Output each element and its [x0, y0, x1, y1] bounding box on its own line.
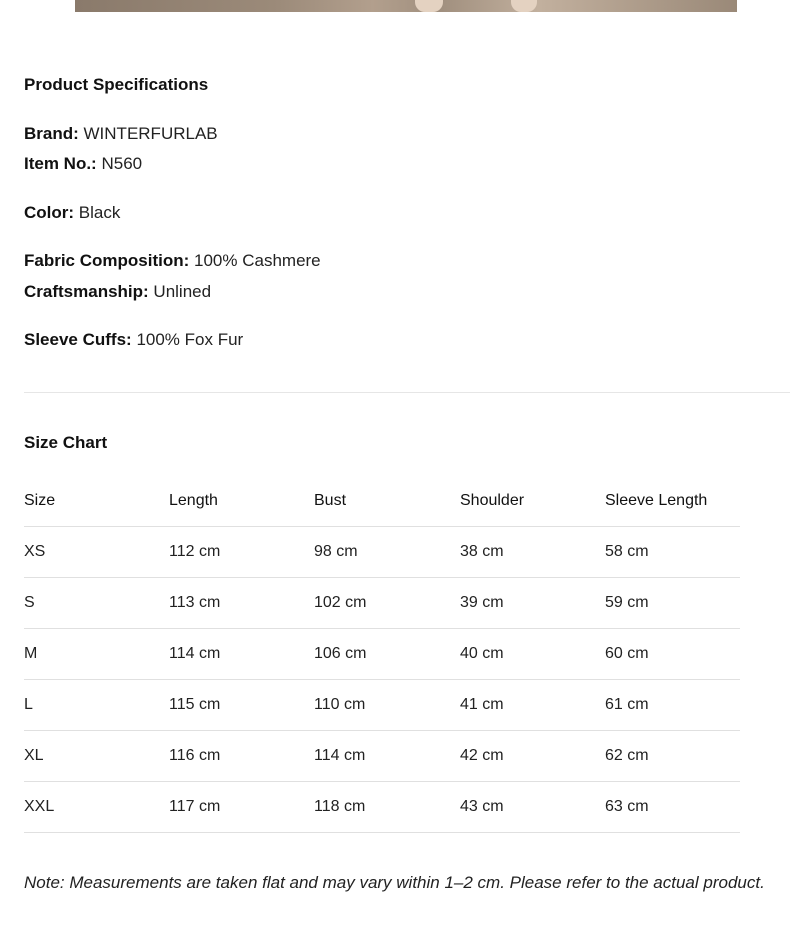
- spec-value: Black: [78, 203, 121, 222]
- spec-item-number: [24, 153, 142, 175]
- table-cell: XXL: [24, 782, 169, 833]
- table-cell: 61 cm: [605, 680, 740, 731]
- table-row: [24, 578, 740, 629]
- table-cell: 118 cm: [314, 782, 460, 833]
- table-cell: 43 cm: [460, 782, 605, 833]
- spec-sleeve-cuffs: [24, 329, 243, 351]
- column-header-size: Size: [24, 476, 169, 527]
- spec-value: Unlined: [153, 282, 212, 301]
- table-cell: 116 cm: [169, 731, 314, 782]
- spec-value: 100% Fox Fur: [136, 330, 244, 349]
- spec-fabric: [24, 250, 321, 272]
- spec-label: Fabric Composition:: [24, 251, 190, 270]
- table-cell: 114 cm: [314, 731, 460, 782]
- size-chart-heading: Size Chart: [24, 433, 108, 452]
- table-cell: 59 cm: [605, 578, 740, 629]
- table-cell: 114 cm: [169, 629, 314, 680]
- table-cell: S: [24, 578, 169, 629]
- table-cell: 38 cm: [460, 527, 605, 578]
- table-cell: 110 cm: [314, 680, 460, 731]
- table-cell: 98 cm: [314, 527, 460, 578]
- table-cell: 62 cm: [605, 731, 740, 782]
- table-row: [24, 680, 740, 731]
- table-cell: L: [24, 680, 169, 731]
- column-header-length: Length: [169, 476, 314, 527]
- table-cell: 58 cm: [605, 527, 740, 578]
- table-cell: 115 cm: [169, 680, 314, 731]
- table-cell: 40 cm: [460, 629, 605, 680]
- model-hand: [511, 0, 537, 12]
- table-cell: 42 cm: [460, 731, 605, 782]
- table-cell: 102 cm: [314, 578, 460, 629]
- specifications-heading: Product Specifications: [24, 75, 209, 94]
- column-header-sleeve-length: Sleeve Length: [605, 476, 740, 527]
- product-photo-bottom-edge: [75, 0, 737, 12]
- spec-label: Color:: [24, 203, 75, 222]
- column-header-bust: Bust: [314, 476, 460, 527]
- table-row: [24, 629, 740, 680]
- spec-value: N560: [101, 154, 143, 173]
- table-cell: 63 cm: [605, 782, 740, 833]
- table-cell: M: [24, 629, 169, 680]
- spec-label: Item No.:: [24, 154, 97, 173]
- measurement-note: Note: Measurements are taken flat and may vary within 1–2 cm. Please refer to the actual product.: [24, 873, 765, 892]
- model-hand: [415, 0, 443, 12]
- spec-label: Craftsmanship:: [24, 282, 149, 301]
- spec-brand: [24, 123, 218, 145]
- column-header-shoulder: Shoulder: [460, 476, 605, 527]
- table-header-row: [24, 476, 740, 527]
- spec-value: 100% Cashmere: [194, 251, 321, 270]
- spec-color: [24, 202, 120, 224]
- table-cell: 41 cm: [460, 680, 605, 731]
- spec-label: Sleeve Cuffs:: [24, 330, 132, 349]
- spec-value: WINTERFURLAB: [83, 124, 218, 143]
- spec-label: Brand:: [24, 124, 79, 143]
- table-cell: 113 cm: [169, 578, 314, 629]
- table-row: [24, 782, 740, 833]
- table-row: [24, 527, 740, 578]
- table-cell: XL: [24, 731, 169, 782]
- table-cell: 106 cm: [314, 629, 460, 680]
- table-cell: 112 cm: [169, 527, 314, 578]
- table-cell: 39 cm: [460, 578, 605, 629]
- table-cell: 60 cm: [605, 629, 740, 680]
- table-cell: XS: [24, 527, 169, 578]
- size-chart-table: [24, 476, 740, 833]
- section-divider: [24, 392, 790, 393]
- table-cell: 117 cm: [169, 782, 314, 833]
- table-row: [24, 731, 740, 782]
- spec-craftsmanship: [24, 281, 211, 303]
